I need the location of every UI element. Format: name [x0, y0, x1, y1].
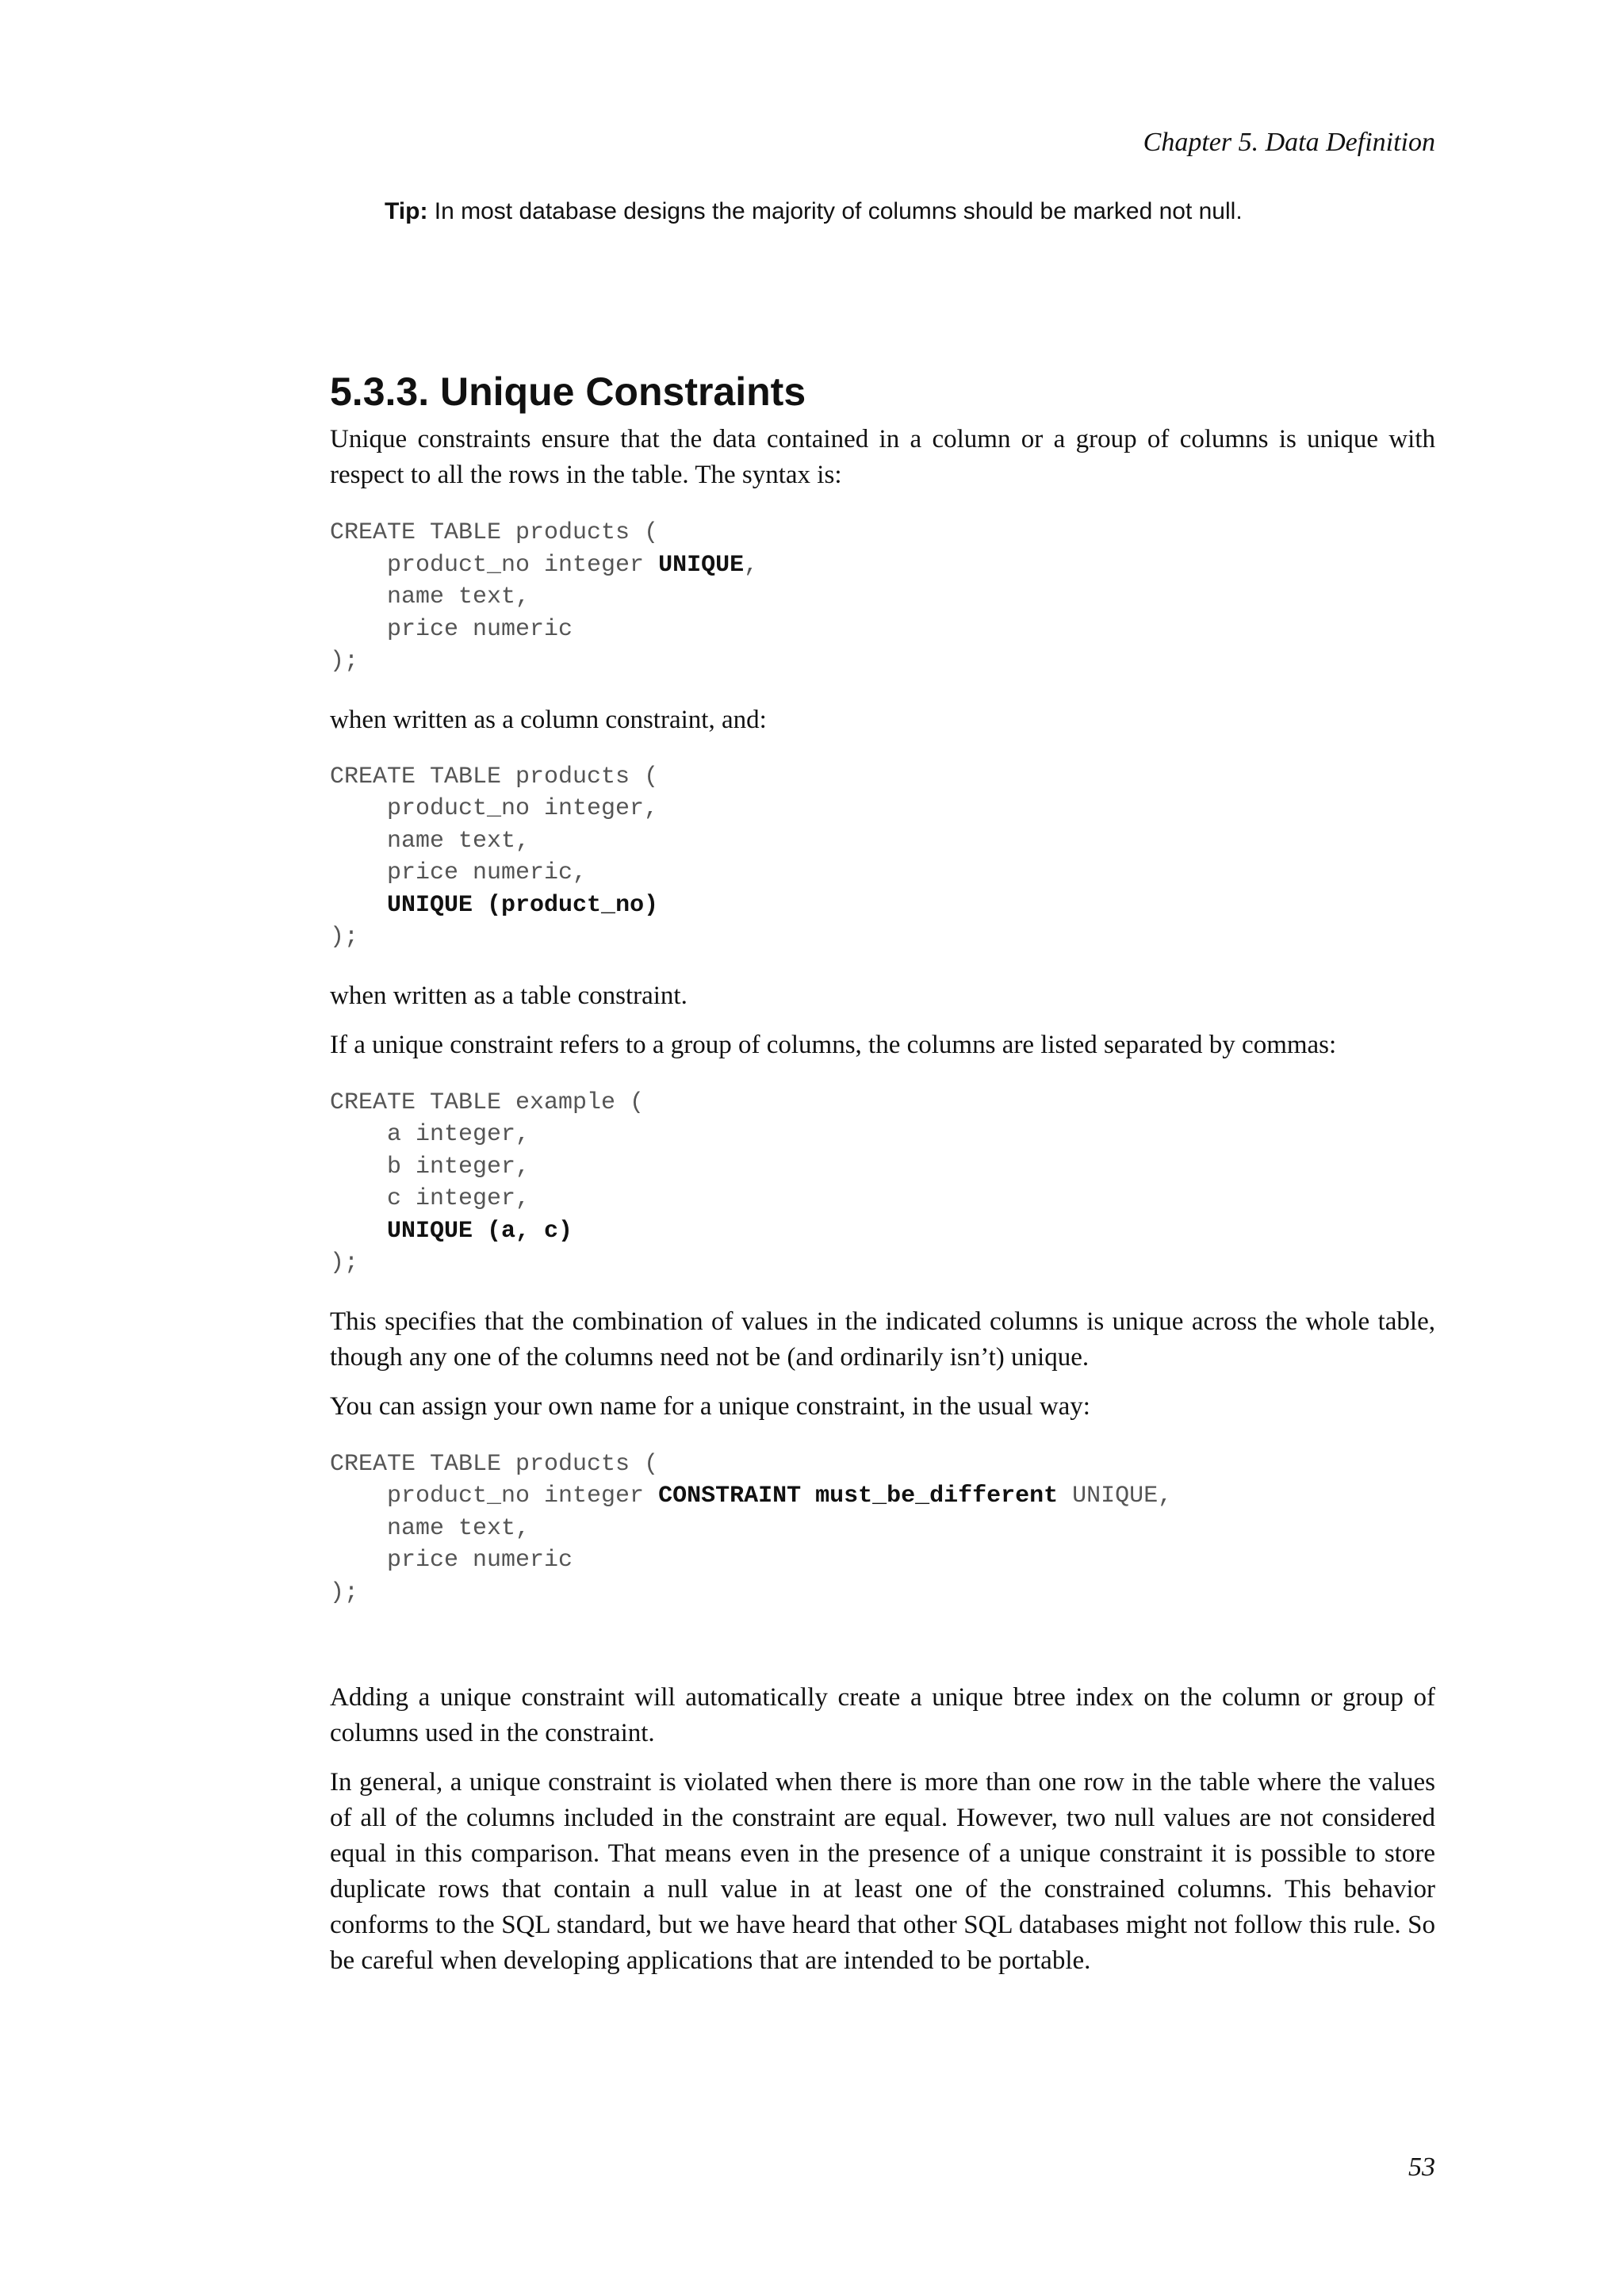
- code-line: );: [330, 1249, 359, 1276]
- code-keyword: UNIQUE: [658, 551, 745, 579]
- code-line: CREATE TABLE products (: [330, 1450, 659, 1478]
- page-number: 53: [1408, 2152, 1435, 2182]
- code-line: CREATE TABLE example (: [330, 1089, 645, 1116]
- code-line: price numeric,: [330, 859, 588, 886]
- code-line: name text,: [330, 1514, 530, 1542]
- code-line: );: [330, 1578, 359, 1606]
- code-line: );: [330, 924, 359, 951]
- code-line: UNIQUE,: [1058, 1483, 1173, 1510]
- code-line: [330, 1218, 387, 1245]
- intro-paragraph: Unique constraints ensure that the data contained in a column or a group of columns is unique with respect to all the rows in the table. The syntax is:: [330, 425, 1435, 489]
- code-keyword: CONSTRAINT must_be_different: [658, 1483, 1059, 1510]
- code-line: CREATE TABLE products (: [330, 519, 659, 546]
- tip-text: In most database designs the majority of columns should be marked not null.: [427, 198, 1243, 224]
- code-line: );: [330, 648, 359, 675]
- code-line: c integer,: [330, 1185, 530, 1212]
- tip-label: Tip:: [385, 198, 428, 224]
- code-line: ,: [744, 551, 759, 579]
- code-block-named-constraint: [330, 1448, 1435, 1609]
- table-constraint-paragraph: when written as a table constraint.: [330, 981, 688, 1010]
- code-block-multi-column: [330, 1087, 1435, 1280]
- code-line: a integer,: [330, 1121, 530, 1148]
- code-keyword: UNIQUE (a, c): [387, 1217, 573, 1245]
- code-keyword: UNIQUE (product_no): [387, 891, 659, 919]
- constraint-name-paragraph: You can assign your own name for a unique constraint, in the usual way:: [330, 1391, 1090, 1421]
- code-line: product_no integer,: [330, 795, 659, 822]
- section-title: 5.3.3. Unique Constraints: [330, 369, 806, 414]
- null-values-paragraph: In general, a unique constraint is violated when there is more than one row in the table where the values of all of the columns included in the constraint are equal. However, two null values are not considered equal in this comparison. That means even in the presence of a unique constraint it is possible to store duplicate rows that contain a null value in at least one of the constrained columns. This behavior conforms to the SQL standard, but we have heard that other SQL databases might not follow this rule. So be careful when developing applications that are intended to be portable.: [330, 1768, 1435, 1975]
- code-line: price numeric: [330, 615, 573, 643]
- tip-note: [385, 196, 1243, 228]
- code-line: name text,: [330, 827, 530, 855]
- code-line: price numeric: [330, 1547, 573, 1574]
- code-line: [330, 892, 387, 919]
- section-content: [330, 366, 1435, 1979]
- group-paragraph: If a unique constraint refers to a group of columns, the columns are listed separated by commas:: [330, 1030, 1337, 1059]
- code-line: product_no integer: [330, 551, 659, 579]
- code-line: name text,: [330, 584, 530, 610]
- code-block-column-constraint: [330, 517, 1435, 678]
- code-line: CREATE TABLE products (: [330, 763, 659, 790]
- column-constraint-paragraph: when written as a column constraint, and:: [330, 705, 767, 734]
- code-line: product_no integer: [330, 1483, 659, 1510]
- combination-paragraph: This specifies that the combination of values in the indicated columns is unique across the whole table, though any one of the columns need not be (and ordinarily isn’t) unique.: [330, 1307, 1435, 1372]
- code-block-table-constraint: [330, 761, 1435, 954]
- code-line: b integer,: [330, 1153, 530, 1181]
- index-paragraph: Adding a unique constraint will automatically create a unique btree index on the column or group of columns used in the constraint.: [330, 1683, 1435, 1747]
- running-header: Chapter 5. Data Definition: [1143, 128, 1435, 157]
